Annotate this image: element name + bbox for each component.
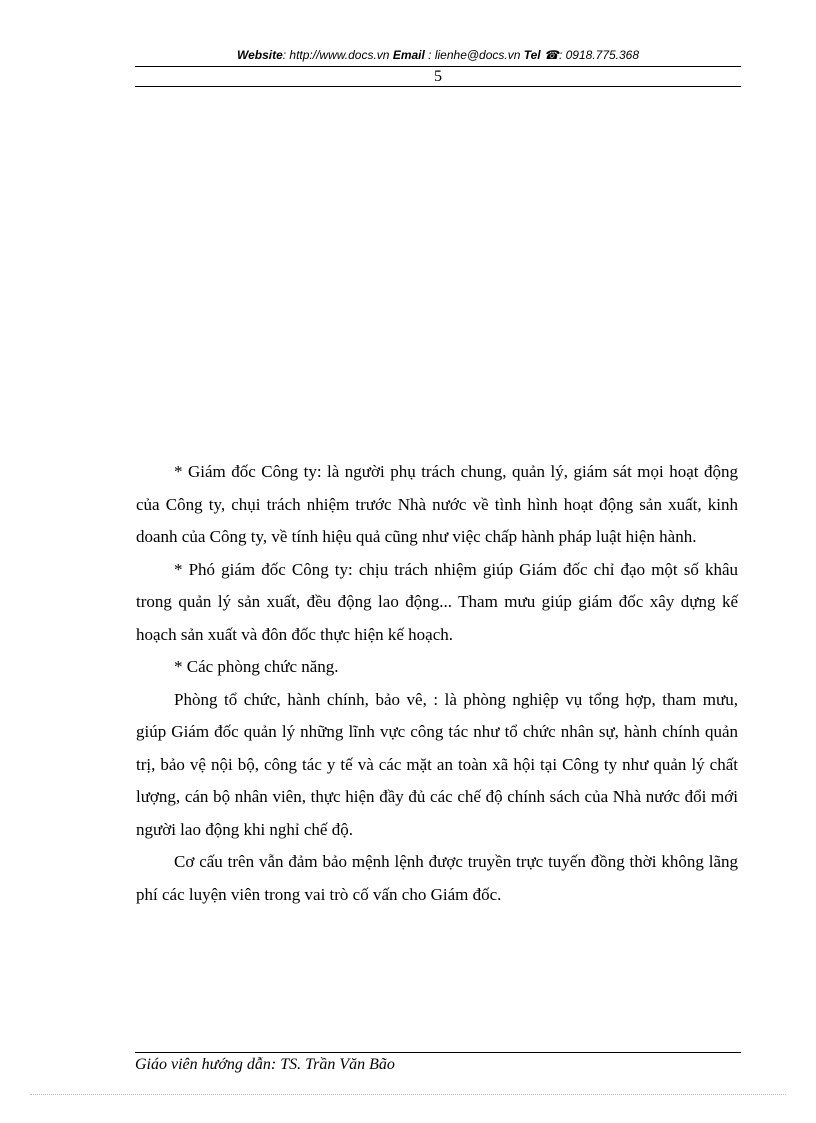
paragraph-structure: Cơ cấu trên vẫn đảm bảo mệnh lệnh được truyền trực tuyến đồng thời không lãng phí các luyện viên trong vai trò cố vấn cho Giám đốc. bbox=[136, 852, 738, 904]
page-number-divider bbox=[135, 86, 741, 87]
page-edge-dotted-line bbox=[30, 1094, 786, 1095]
email-value: : lienhe@docs.vn bbox=[428, 48, 521, 62]
page-header bbox=[135, 47, 741, 63]
paragraph-deputy-director: * Phó giám đốc Công ty: chịu trách nhiệm giúp Giám đốc chỉ đạo một số khâu trong quản lý sản xuất, đều động lao động... Tham mưu giúp giám đốc xây dựng kế hoạch sản xuất và đôn đốc thực hiện kế hoạch. bbox=[136, 559, 738, 644]
paragraph-admin-department: Phòng tổ chức, hành chính, bảo vê, : là phòng nghiệp vụ tổng hợp, tham mưu, giúp Giám đốc quản lý những lĩnh vực công tác như tổ chức nhân sự, hành chính quản trị, bảo vệ nội bộ, công tác y tế và các mặt an toàn xã hội tại Công ty như quản lý chất lượng, cán bộ nhân viên, thực hiện đầy đủ các chế độ chính sách của Nhà nước đổi mới người lao động khi nghỉ chế độ. bbox=[136, 689, 738, 839]
body-text bbox=[136, 456, 738, 911]
paragraph-departments: * Các phòng chức năng. bbox=[174, 657, 339, 676]
tel-value: : 0918.775.368 bbox=[558, 48, 640, 62]
tel-label: Tel bbox=[523, 48, 541, 62]
header-divider bbox=[135, 66, 741, 67]
phone-icon: ☎ bbox=[544, 48, 559, 62]
footer-divider bbox=[135, 1052, 741, 1053]
website-label: Website bbox=[236, 48, 283, 62]
email-label: Email bbox=[392, 48, 425, 62]
page-number: 5 bbox=[434, 68, 442, 85]
paragraph-director: * Giám đốc Công ty: là người phụ trách chung, quản lý, giám sát mọi hoạt động của Công ty, chụi trách nhiệm trước Nhà nước về tình hình hoạt động sản xuất, kinh doanh của Công ty, về tính hiệu quả cũng như việc chấp hành pháp luật hiện hành. bbox=[136, 462, 738, 546]
page-footer: Giáo viên hướng dẫn: TS. Trần Văn Bão bbox=[135, 1056, 395, 1073]
website-value: : http://www.docs.vn bbox=[282, 48, 390, 62]
